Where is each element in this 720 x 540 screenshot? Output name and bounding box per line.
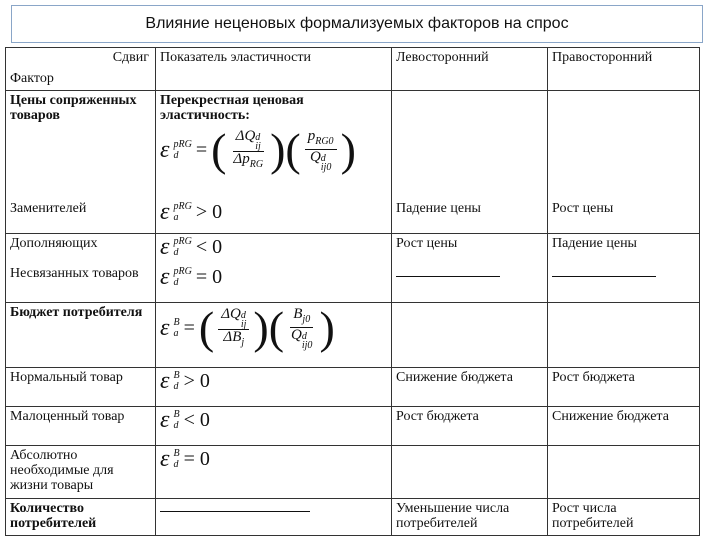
left-unrelated [392, 264, 548, 303]
blank-line [552, 266, 656, 277]
right-complements: Падение цены [548, 234, 700, 265]
table-row [6, 303, 700, 368]
right-substitutes: Рост цены [548, 199, 700, 234]
table-row [6, 234, 700, 265]
formula-complements: ε pRG d < 0 [156, 234, 392, 265]
formula-budget [156, 303, 392, 368]
table-row [6, 407, 700, 446]
right-consumers: Рост числа потребителей [548, 499, 700, 536]
left-consumers: Уменьшение числа потребителей [392, 499, 548, 536]
factor-budget: Бюджет потребителя [6, 303, 156, 368]
empty-cell [548, 91, 700, 200]
header-shift: Сдвиг [112, 50, 149, 65]
header-left: Левосторонний [392, 48, 548, 91]
formula-related [156, 91, 392, 200]
formula-consumers [156, 499, 392, 536]
corner-cell [6, 48, 156, 91]
left-inferior: Рост бюджета [392, 407, 548, 446]
right-unrelated [548, 264, 700, 303]
income-elasticity-formula: ε B a = ( ΔQ d ij $\Delta B_j$ )( $B_{j0}$ Q d ij0 ) [160, 302, 335, 353]
factor-consumers: Количество потребителей [6, 499, 156, 536]
formula-substitutes: ε pRG a > 0 [156, 199, 392, 234]
formula-unrelated: ε pRG d = 0 [156, 264, 392, 303]
formula-inferior: ε B d < 0 [156, 407, 392, 446]
formula-normal: ε B d > 0 [156, 368, 392, 407]
factor-inferior: Малоценный товар [6, 407, 156, 446]
table-row [6, 368, 700, 407]
cross-elasticity-formula: ε pRG d = ( ΔQ d ij $\Delta p_{RG}$ )( $p_{RG0}$ Q d ij0 ) [160, 124, 356, 175]
empty-cell [392, 303, 548, 368]
empty-cell [392, 446, 548, 499]
empty-cell [548, 446, 700, 499]
table-row [6, 446, 700, 499]
right-normal: Рост бюджета [548, 368, 700, 407]
header-factor: Фактор [10, 71, 54, 86]
right-inferior: Снижение бюджета [548, 407, 700, 446]
factor-unrelated: Несвязанных товаров [6, 264, 156, 303]
table-row [6, 91, 700, 200]
factor-essential: Абсолютно необходимые для жизни товары [6, 446, 156, 499]
factor-substitutes: Заменителей [6, 199, 156, 234]
table-row [6, 499, 700, 536]
slide-title: Влияние неценовых формализуемых факторов на спрос [11, 5, 703, 43]
header-right: Правосторонний [548, 48, 700, 91]
blank-line [396, 266, 500, 277]
factor-complements: Дополняющих [6, 234, 156, 265]
left-normal: Снижение бюджета [392, 368, 548, 407]
elasticity-label: Перекрестная ценовая эластичность: [160, 93, 304, 123]
left-complements: Рост цены [392, 234, 548, 265]
formula-essential: ε B d = 0 [156, 446, 392, 499]
table-row [6, 264, 700, 303]
empty-cell [392, 91, 548, 200]
factor-related: Цены сопряженных товаров [6, 91, 156, 200]
factors-table [5, 47, 700, 536]
header-row [6, 48, 700, 91]
factor-normal: Нормальный товар [6, 368, 156, 407]
left-substitutes: Падение цены [392, 199, 548, 234]
table-row [6, 199, 700, 234]
empty-cell [548, 303, 700, 368]
header-elasticity: Показатель эластичности [156, 48, 392, 91]
blank-line [160, 501, 310, 512]
